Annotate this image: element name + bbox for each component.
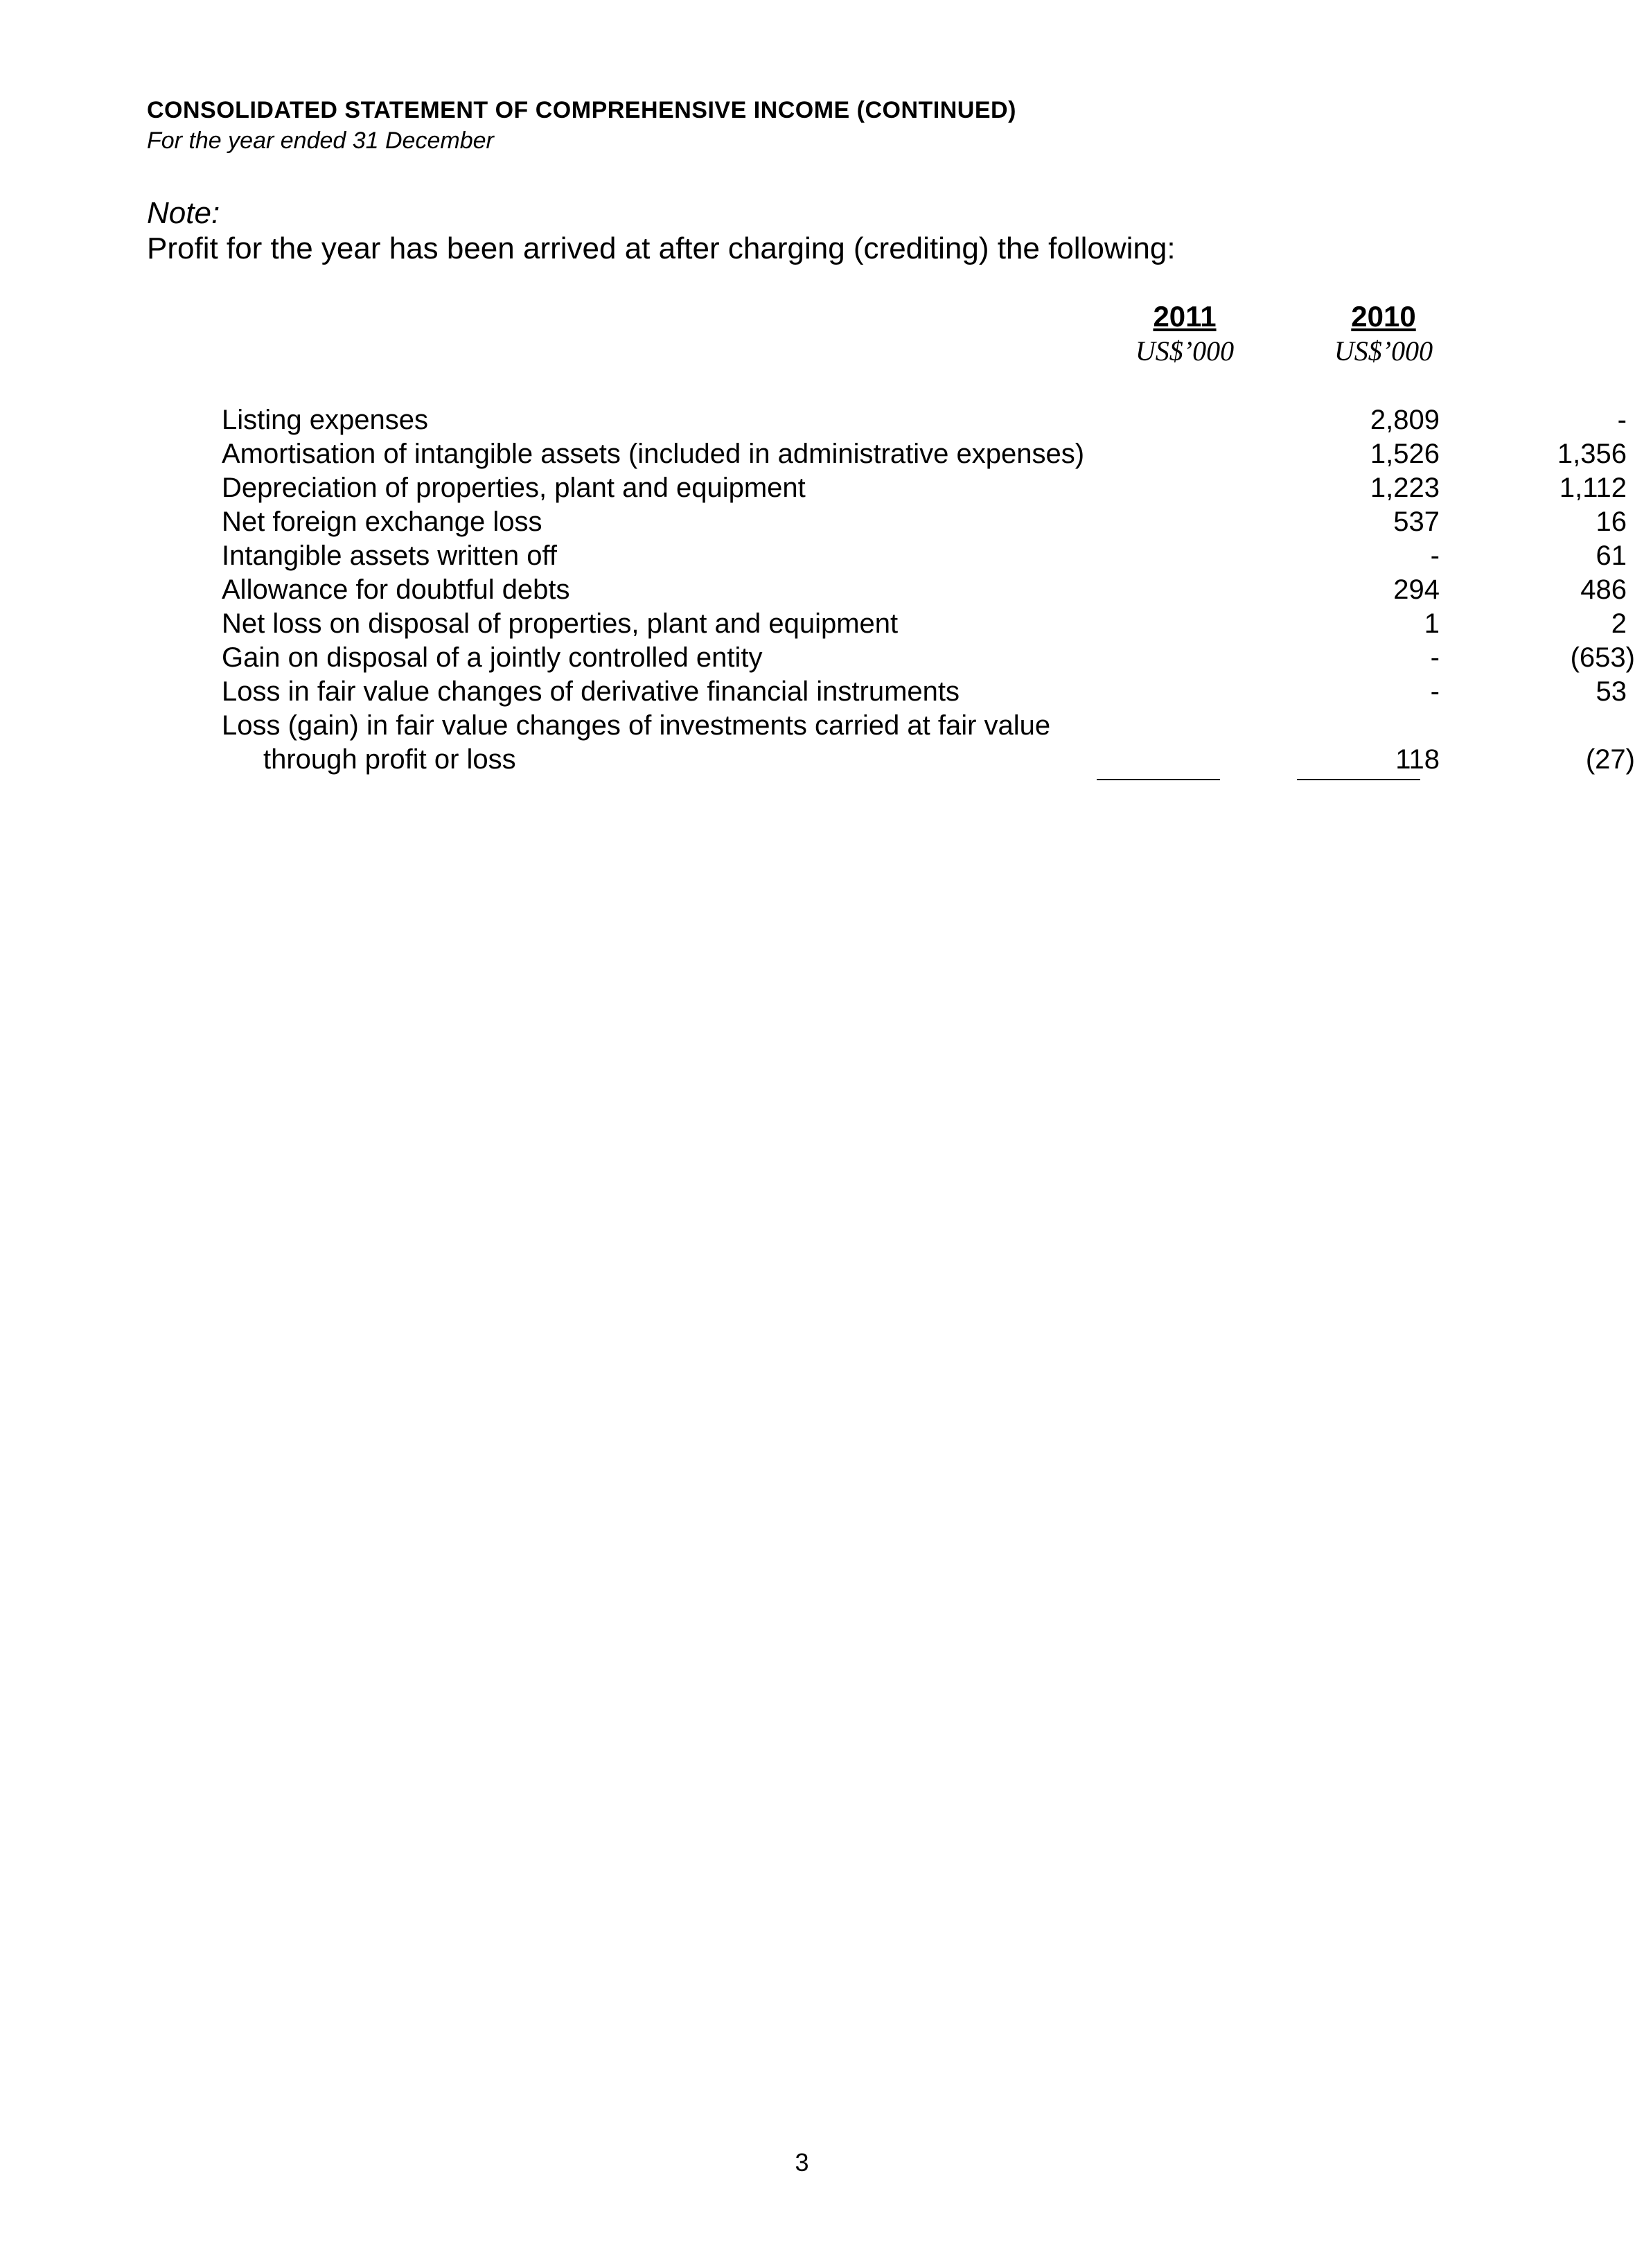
note-intro: Profit for the year has been arrived at after charging (crediting) the following: <box>147 231 1176 265</box>
value-2011: 537 <box>1393 507 1440 537</box>
row-label: Loss (gain) in fair value changes of investments carried at fair value <box>222 710 1051 741</box>
value-2010: - <box>1617 405 1627 435</box>
value-2010: (653) <box>1570 642 1635 673</box>
page-number: 3 <box>795 2148 809 2177</box>
value-2011: 1,223 <box>1370 473 1440 503</box>
value-2010: 1,112 <box>1559 473 1627 503</box>
value-2011: - <box>1430 642 1440 673</box>
statement-title: CONSOLIDATED STATEMENT OF COMPREHENSIVE INCOME (CONTINUED) <box>147 97 1016 123</box>
value-2011: 118 <box>1395 744 1440 775</box>
value-2011: 1,526 <box>1370 439 1440 469</box>
value-2010: 16 <box>1596 507 1627 537</box>
row-label: Net loss on disposal of properties, plant and equipment <box>222 608 899 639</box>
row-label: Gain on disposal of a jointly controlled entity <box>222 642 763 673</box>
value-2010: 2 <box>1611 608 1627 639</box>
row-label: Loss in fair value changes of derivative financial instruments <box>222 676 960 707</box>
value-2010: 53 <box>1596 676 1627 707</box>
value-2010: 1,356 <box>1557 439 1627 469</box>
value-2010: 486 <box>1580 574 1627 605</box>
row-label: Depreciation of properties, plant and equipment <box>222 473 806 503</box>
column-year: 2011 <box>1153 300 1217 333</box>
value-2011: - <box>1430 676 1440 707</box>
statement-subtitle: For the year ended 31 December <box>147 128 494 154</box>
row-label: Net foreign exchange loss <box>222 507 542 537</box>
value-2010: 61 <box>1596 540 1627 571</box>
column-year: 2010 <box>1351 300 1416 333</box>
note-label: Note: <box>147 196 220 230</box>
row-label: Amortisation of intangible assets (included in administrative expenses) <box>222 439 1085 469</box>
row-label: Listing expenses <box>222 405 428 435</box>
column-unit: US$’000 <box>1135 335 1235 367</box>
row-label: through profit or loss <box>263 744 516 775</box>
value-2011: 294 <box>1393 574 1440 605</box>
column-header-2010 <box>1307 299 1460 369</box>
total-underline-2010 <box>1297 779 1420 780</box>
total-underline-2011 <box>1097 779 1220 780</box>
row-label: Intangible assets written off <box>222 540 557 571</box>
value-2011: - <box>1430 540 1440 571</box>
value-2010: (27) <box>1585 744 1635 775</box>
column-header-2011 <box>1108 299 1261 369</box>
value-2011: 1 <box>1424 608 1440 639</box>
column-unit: US$’000 <box>1334 335 1433 367</box>
value-2011: 2,809 <box>1370 405 1440 435</box>
row-label: Allowance for doubtful debts <box>222 574 570 605</box>
